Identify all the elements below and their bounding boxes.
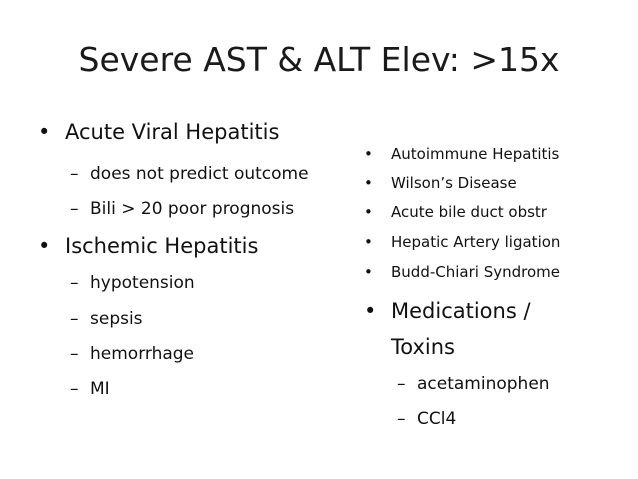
bullet-hepatic-artery-ligation — [364, 231, 624, 253]
bullet-icon: • — [364, 174, 373, 192]
bullet-acute-viral-hepatitis — [38, 118, 338, 146]
bullet-icon: • — [38, 234, 51, 258]
bullet-icon: • — [364, 145, 373, 163]
bullet-label: Wilson’s Disease — [391, 174, 517, 192]
bullet-label: Hepatic Artery ligation — [391, 233, 561, 251]
bullet-budd-chiari — [364, 261, 624, 283]
subitem-mi — [70, 377, 330, 401]
subitem-sepsis — [70, 307, 330, 331]
dash-icon: – — [70, 344, 79, 364]
bullet-label: Acute Viral Hepatitis — [65, 120, 280, 144]
dash-icon: – — [70, 309, 79, 329]
dash-icon: – — [70, 199, 79, 219]
bullet-acute-bile-duct — [364, 201, 624, 223]
subitem-label: does not predict outcome — [90, 164, 309, 184]
bullet-icon: • — [38, 120, 51, 144]
subitem-hemorrhage — [70, 342, 330, 366]
subitem-label: MI — [90, 379, 110, 399]
bullet-label: Budd-Chiari Syndrome — [391, 263, 560, 281]
dash-icon: – — [70, 273, 79, 293]
subitem-label: acetaminophen — [417, 374, 550, 394]
bullet-icon: • — [364, 263, 373, 281]
subitem-label: Bili > 20 poor prognosis — [90, 199, 295, 219]
slide-title: Severe AST & ALT Elev: >15x — [78, 40, 560, 79]
bullet-label-line2: Toxins — [391, 335, 455, 359]
subitem-hypotension — [70, 271, 330, 295]
bullet-autoimmune-hepatitis — [364, 143, 624, 165]
bullet-icon: • — [364, 203, 373, 221]
bullet-ischemic-hepatitis — [38, 232, 338, 260]
subitem-label: sepsis — [90, 309, 143, 329]
bullet-medications-toxins — [364, 297, 624, 325]
subitem-label: hemorrhage — [90, 344, 195, 364]
subitem-does-not-predict — [70, 162, 355, 186]
subitem-acetaminophen — [397, 372, 627, 396]
subitem-bili-prognosis — [70, 197, 355, 221]
bullet-wilsons-disease — [364, 172, 624, 194]
dash-icon: – — [70, 379, 79, 399]
bullet-icon: • — [364, 299, 377, 323]
subitem-ccl4 — [397, 407, 627, 431]
subitem-label: hypotension — [90, 273, 195, 293]
subitem-label: CCl4 — [417, 409, 457, 429]
bullet-icon: • — [364, 233, 373, 251]
bullet-label: Autoimmune Hepatitis — [391, 145, 560, 163]
bullet-label: Ischemic Hepatitis — [65, 234, 259, 258]
dash-icon: – — [397, 409, 406, 429]
bullet-label: Acute bile duct obstr — [391, 203, 547, 221]
dash-icon: – — [70, 164, 79, 184]
dash-icon: – — [397, 374, 406, 394]
bullet-label-line1: Medications / — [391, 299, 531, 323]
bullet-medications-toxins-continued — [364, 333, 624, 361]
